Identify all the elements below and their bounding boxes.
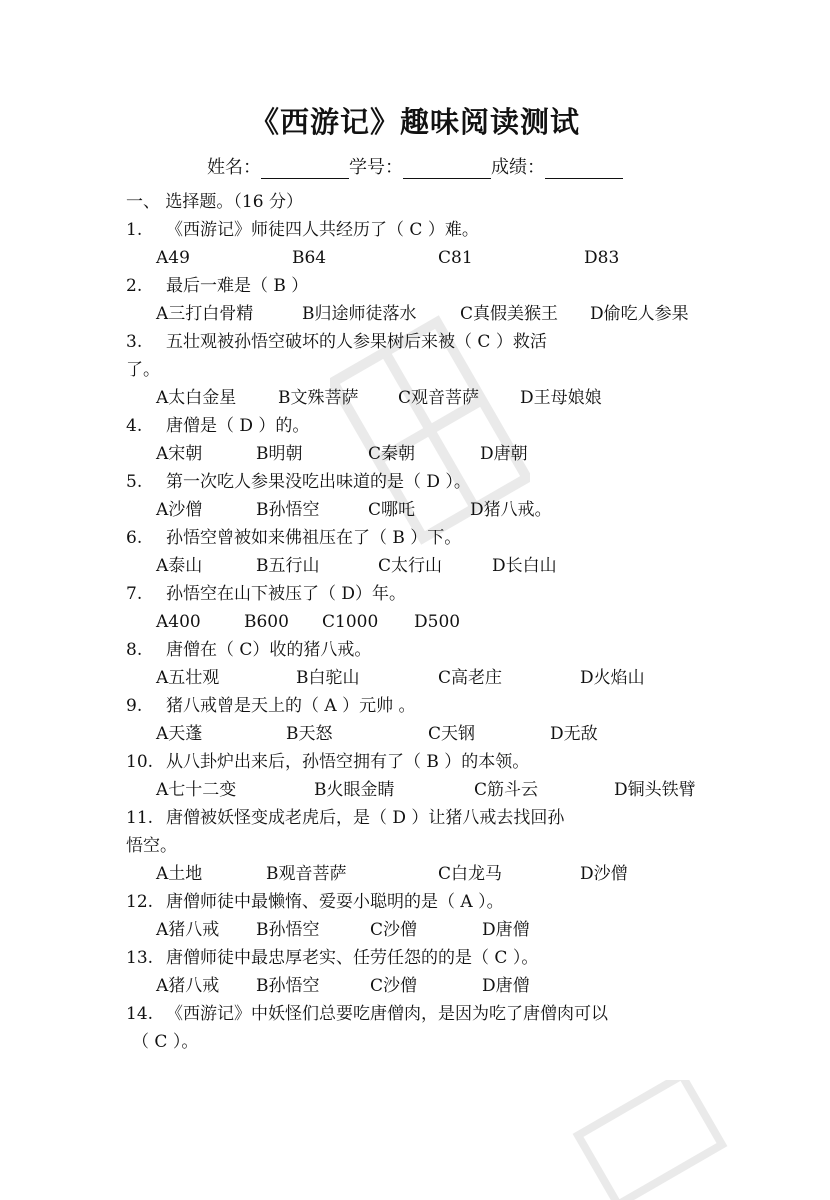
option: C81 xyxy=(438,248,473,268)
option: D无敌 xyxy=(550,724,598,744)
option: C白龙马 xyxy=(438,864,503,884)
option: C沙僧 xyxy=(370,920,418,940)
question-text: 最后一难是（ B ） xyxy=(166,276,309,296)
question-text: 唐僧被妖怪变成老虎后，是（ D ）让猪八戒去找回孙 xyxy=(166,808,565,828)
option: C秦朝 xyxy=(368,444,416,464)
option: C真假美猴王 xyxy=(460,304,559,324)
option: B孙悟空 xyxy=(256,920,320,940)
option: D唐朝 xyxy=(480,444,528,464)
option: D唐僧 xyxy=(482,920,530,940)
question-11: 11. 唐僧被妖怪变成老虎后，是（ D ）让猪八戒去找回孙 xyxy=(126,808,565,828)
option: D长白山 xyxy=(492,556,557,576)
question-text: 唐僧师徒中最懒惰、爱耍小聪明的是（ A ）。 xyxy=(166,892,504,912)
question-13: 13. 唐僧师徒中最忠厚老实、任劳任怨的的是（ C ）。 xyxy=(126,948,539,968)
option: B明朝 xyxy=(256,444,303,464)
option: D500 xyxy=(414,612,461,632)
option: B孙悟空 xyxy=(256,500,320,520)
id-blank xyxy=(403,160,491,179)
question-12: 12. 唐僧师徒中最懒惰、爱耍小聪明的是（ A ）。 xyxy=(126,892,504,912)
option: A沙僧 xyxy=(156,500,203,520)
option: B白驼山 xyxy=(296,668,360,688)
question-text: 五壮观被孙悟空破坏的人参果树后来被（ C ）救活 xyxy=(166,332,547,352)
option: D火焰山 xyxy=(580,668,645,688)
option: B观音菩萨 xyxy=(266,864,347,884)
option: C观音菩萨 xyxy=(398,388,480,408)
question-5: 5. 第一次吃人参果没吃出味道的是（ D ）。 xyxy=(126,472,471,492)
option: B600 xyxy=(244,612,289,632)
question-14: 14. 《西游记》中妖怪们总要吃唐僧肉，是因为吃了唐僧肉可以 xyxy=(126,1004,608,1024)
option: A泰山 xyxy=(156,556,203,576)
option: A五壮观 xyxy=(156,668,220,688)
question-8: 8. 唐僧在（ C）收的猪八戒。 xyxy=(126,640,372,660)
option: D83 xyxy=(584,248,620,268)
option: A宋朝 xyxy=(156,444,203,464)
option: B归途师徒落水 xyxy=(302,304,417,324)
option: A三打白骨精 xyxy=(156,304,254,324)
question-text: 《西游记》师徒四人共经历了（ C ）难。 xyxy=(166,220,479,240)
option: A猪八戒 xyxy=(156,920,220,940)
page-title: 《西游记》趣味阅读测试 xyxy=(249,105,580,139)
question-2: 2. 最后一难是（ B ） xyxy=(126,276,309,296)
question-text: 孙悟空在山下被压了（ D）年。 xyxy=(166,584,407,604)
option: A七十二变 xyxy=(156,780,237,800)
option: B火眼金睛 xyxy=(314,780,395,800)
option: B64 xyxy=(292,248,327,268)
option: C哪吒 xyxy=(368,500,416,520)
option: D猪八戒。 xyxy=(470,500,552,520)
question-1: 1. 《西游记》师徒四人共经历了（ C ）难。 xyxy=(126,220,479,240)
question-continuation: 了。 xyxy=(126,360,160,380)
question-6: 6. 孙悟空曾被如来佛祖压在了（ B ）下。 xyxy=(126,528,462,548)
option: C太行山 xyxy=(378,556,443,576)
watermark-stamp-bottom xyxy=(560,1080,740,1200)
option: A天蓬 xyxy=(156,724,203,744)
option: B文殊菩萨 xyxy=(278,388,359,408)
question-7: 7. 孙悟空在山下被压了（ D）年。 xyxy=(126,584,407,604)
option: D王母娘娘 xyxy=(520,388,602,408)
question-9: 9. 猪八戒曾是天上的（ A ）元帅 。 xyxy=(126,696,416,716)
question-text: 从八卦炉出来后，孙悟空拥有了（ B ）的本领。 xyxy=(166,752,530,772)
option: B天怒 xyxy=(286,724,333,744)
name-label: 姓名： xyxy=(207,157,261,178)
question-4: 4. 唐僧是（ D ）的。 xyxy=(126,416,310,436)
question-text: 猪八戒曾是天上的（ A ）元帅 。 xyxy=(166,696,416,716)
option: B孙悟空 xyxy=(256,976,320,996)
score-blank xyxy=(545,160,623,179)
question-text: 唐僧是（ D ）的。 xyxy=(166,416,310,436)
question-text: 《西游记》中妖怪们总要吃唐僧肉，是因为吃了唐僧肉可以 xyxy=(166,1004,608,1024)
question-continuation: 悟空。 xyxy=(126,836,177,856)
question-text: 孙悟空曾被如来佛祖压在了（ B ）下。 xyxy=(166,528,462,548)
question-3: 3. 五壮观被孙悟空破坏的人参果树后来被（ C ）救活 xyxy=(126,332,547,352)
section-heading: 一、 选择题。（16 分） xyxy=(126,192,303,212)
option: A土地 xyxy=(156,864,203,884)
question-text: 唐僧师徒中最忠厚老实、任劳任怨的的是（ C ）。 xyxy=(166,948,539,968)
option: C高老庄 xyxy=(438,668,503,688)
question-continuation: （ C ）。 xyxy=(132,1032,199,1052)
option: C沙僧 xyxy=(370,976,418,996)
id-label: 学号： xyxy=(349,157,403,178)
option: A400 xyxy=(156,612,201,632)
score-label: 成绩： xyxy=(491,157,545,178)
option: A太白金星 xyxy=(156,388,237,408)
option: D唐僧 xyxy=(482,976,530,996)
option: D偷吃人参果 xyxy=(590,304,689,324)
question-text: 唐僧在（ C）收的猪八戒。 xyxy=(166,640,372,660)
option: D沙僧 xyxy=(580,864,628,884)
option: A猪八戒 xyxy=(156,976,220,996)
option: C1000 xyxy=(322,612,379,632)
option: C天钢 xyxy=(428,724,476,744)
option: A49 xyxy=(156,248,190,268)
question-text: 第一次吃人参果没吃出味道的是（ D ）。 xyxy=(166,472,471,492)
option: B五行山 xyxy=(256,556,320,576)
name-blank xyxy=(261,160,349,179)
option: D铜头铁臂 xyxy=(614,780,696,800)
question-10: 10. 从八卦炉出来后，孙悟空拥有了（ B ）的本领。 xyxy=(126,752,530,772)
student-info-fields xyxy=(0,153,830,179)
option: C筋斗云 xyxy=(474,780,539,800)
